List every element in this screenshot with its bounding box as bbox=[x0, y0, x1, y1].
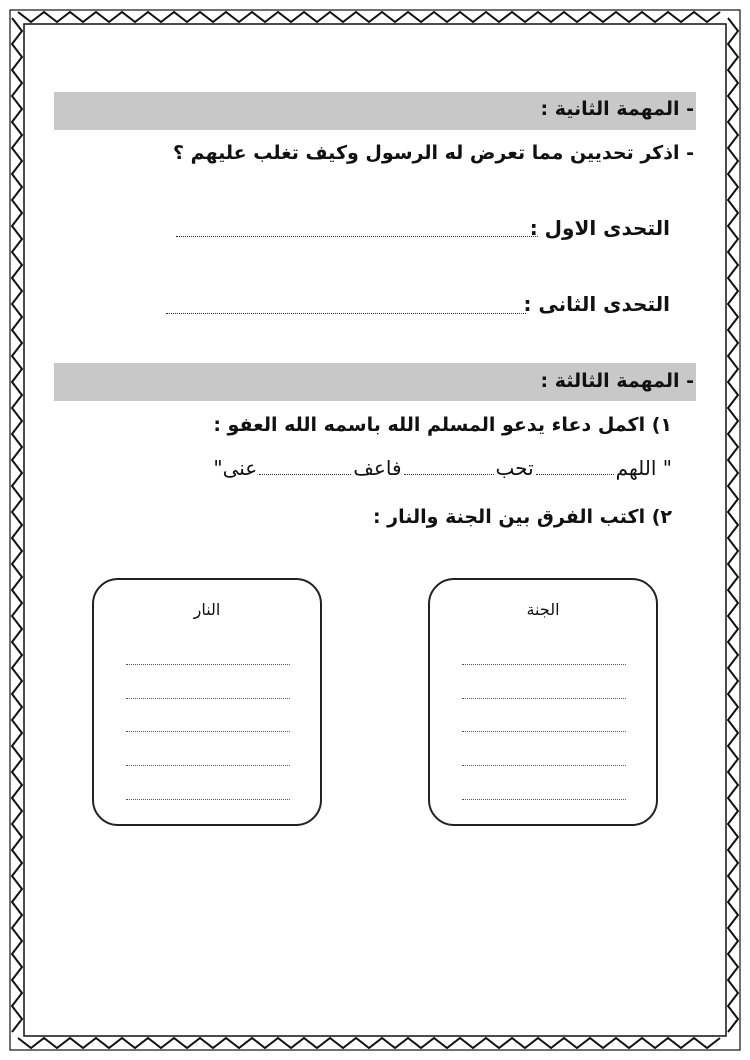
dua-close: عنى" bbox=[213, 456, 258, 480]
dua-blank-1[interactable] bbox=[536, 470, 614, 475]
task3-question2: ٢) اكتب الفرق بين الجنة والنار : bbox=[372, 506, 672, 528]
hellfire-answer-line[interactable] bbox=[126, 698, 290, 699]
hellfire-answer-line[interactable] bbox=[126, 664, 290, 665]
challenge1-label: التحدى الاول : bbox=[529, 216, 670, 240]
task3-question1: ١) اكمل دعاء يدعو المسلم الله باسمه الله العفو : bbox=[213, 414, 672, 436]
dua-open: " اللهم bbox=[615, 456, 672, 480]
hellfire-answer-line[interactable] bbox=[126, 799, 290, 800]
dua-word-1: تحب bbox=[495, 456, 534, 480]
challenge1-answer-line[interactable] bbox=[176, 236, 538, 237]
dua-blank-3[interactable] bbox=[259, 470, 351, 475]
paradise-box bbox=[428, 578, 658, 826]
hellfire-box bbox=[92, 578, 322, 826]
paradise-answer-line[interactable] bbox=[462, 698, 626, 699]
paradise-answer-line[interactable] bbox=[462, 765, 626, 766]
paradise-answer-line[interactable] bbox=[462, 664, 626, 665]
challenge2-label: التحدى الثانى : bbox=[523, 292, 670, 316]
dua-word-2: فاعف bbox=[353, 456, 402, 480]
task2-heading: - المهمة الثانية : bbox=[540, 98, 694, 120]
hellfire-answer-line[interactable] bbox=[126, 765, 290, 766]
hellfire-answer-line[interactable] bbox=[126, 731, 290, 732]
dua-completion-row bbox=[213, 456, 672, 480]
hellfire-box-title: النار bbox=[193, 600, 221, 619]
paradise-answer-line[interactable] bbox=[462, 799, 626, 800]
task3-heading: - المهمة الثالثة : bbox=[540, 370, 694, 392]
paradise-answer-line[interactable] bbox=[462, 731, 626, 732]
paradise-box-title: الجنة bbox=[526, 600, 560, 619]
dua-blank-2[interactable] bbox=[404, 470, 494, 475]
task2-question: - اذكر تحديين مما تعرض له الرسول وكيف تغلب عليهم ؟ bbox=[173, 142, 694, 164]
challenge2-answer-line[interactable] bbox=[166, 313, 526, 314]
